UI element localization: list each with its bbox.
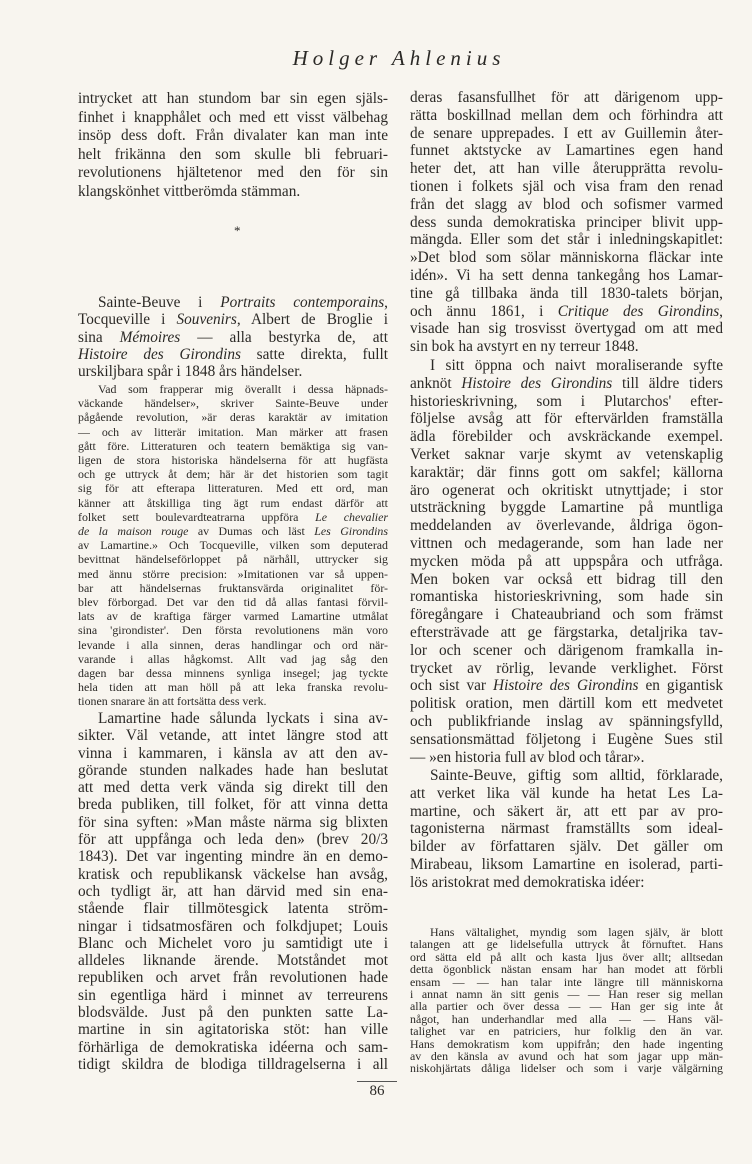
text-run: föregångare i Chateaubriand och som främst <box>410 606 723 624</box>
text-run: Verket saknar varje skymt av vetenskaplig <box>410 445 723 463</box>
text-run: av Lamartine.» Och Tocqueville, vilken som deputerad <box>78 538 388 553</box>
text-run: levande i alla sinnen, deras handlingar och ord när- <box>78 637 388 652</box>
text-run: utsträckning byggde Lamartine på muntliga <box>410 499 723 517</box>
text-run: med ännu större precision: »Imitationen var så uppen- <box>78 566 388 581</box>
text-line <box>410 499 723 517</box>
text-line <box>410 357 723 375</box>
text-line <box>78 900 388 917</box>
paragraph <box>78 90 388 202</box>
text-line <box>78 311 388 328</box>
text-line <box>410 303 723 321</box>
text-run: finhet i knapphålet och med ett visst välbehag <box>78 108 388 126</box>
text-line <box>410 713 723 731</box>
text-line <box>78 652 388 666</box>
text-line <box>410 767 723 785</box>
text-run: , <box>384 294 388 311</box>
text-line <box>410 285 723 303</box>
text-line <box>78 1004 388 1021</box>
text-line <box>78 329 388 346</box>
text-run: gått före. Litteraturen och teatern bemäktiga sig van- <box>78 438 388 453</box>
text-line <box>78 109 388 128</box>
text-line <box>410 553 723 571</box>
text-run: 1843). Det var ingenting mindre än en demo- <box>78 848 388 866</box>
italic-title: Histoire des Girondins <box>461 374 613 392</box>
text-line <box>78 935 388 952</box>
text-line <box>78 694 388 708</box>
text-run: väckande händelser», skriver Sainte-Beuve under <box>78 396 388 411</box>
text-run: blodsvälde. Just på den punkten satte La- <box>78 1004 388 1022</box>
text-run: att verket lika väl kunde ha hetat Les La- <box>410 784 723 802</box>
text-line <box>410 660 723 678</box>
text-line <box>410 874 723 892</box>
text-run: , Albert de Broglie i <box>236 311 388 329</box>
text-line <box>78 638 388 652</box>
text-line <box>410 338 723 356</box>
text-line <box>410 428 723 446</box>
text-line <box>410 642 723 660</box>
section-separator: * <box>234 223 241 238</box>
text-run: helt frikänna den som skulle bli februari- <box>78 145 388 163</box>
text-run: av den känsla av avund och hat som jagar upp män- <box>410 1049 723 1064</box>
text-line <box>410 231 723 249</box>
text-line <box>410 588 723 606</box>
italic-title: Mémoires <box>119 328 181 346</box>
text-run: av Dumas och läst <box>188 524 315 539</box>
text-run: Blanc och Michelet voro ju samtidigt ute i <box>78 934 388 952</box>
text-run: heter det, att han ville återupprätta revolu- <box>410 160 723 178</box>
text-run: bilder av författaren själv. Det gäller om <box>410 838 723 856</box>
text-line <box>78 710 388 727</box>
text-line <box>78 183 388 202</box>
text-run: vinna i kammaren, i känsla av att den av- <box>78 744 388 762</box>
text-run: Vad som frapperar mig överallt i dessa häpnads- <box>98 382 388 396</box>
text-run: äro ogenerat och okritiskt utnyttjade; i stor <box>410 481 723 499</box>
text-line <box>410 446 723 464</box>
text-run: ensam — — han talar inte längre till människorna <box>410 974 723 989</box>
text-line <box>410 677 723 695</box>
text-run: urskiljbara spår i 1848 års händelser. <box>78 363 303 381</box>
text-run: tidigt skildra de blodiga tilldragelserna i all <box>78 1055 388 1073</box>
text-line <box>78 481 388 495</box>
text-line <box>78 1056 388 1073</box>
text-line <box>78 346 388 363</box>
text-line <box>78 363 388 380</box>
text-run: Tocqueville i <box>78 311 177 329</box>
text-run: funnet aktstycke av Lamartines egen hand <box>410 142 723 160</box>
text-run: och sist var <box>410 677 494 695</box>
text-line <box>78 727 388 744</box>
text-line <box>78 146 388 165</box>
text-run: martine, och säkert är, att ett par av pro- <box>410 802 723 820</box>
text-run: i annat namn än sitt genis — — Han reser sig mellan <box>410 987 723 1002</box>
text-line <box>410 375 723 393</box>
text-run: anknöt <box>410 374 462 392</box>
text-run: trycket av rörlig, levande verklighet. Först <box>410 659 723 677</box>
text-line <box>78 581 388 595</box>
text-run: alldeles liknande ärende. Motståndet mot <box>78 952 388 970</box>
text-line <box>78 952 388 969</box>
text-run: och tydligt är, att han därvid med sin ena- <box>78 882 388 900</box>
text-run: något, han underhandlar med alla — — Hans väl- <box>410 1011 723 1026</box>
text-line <box>78 467 388 481</box>
text-run: lor och scener och därigenom framkalla in- <box>410 641 723 659</box>
text-line <box>410 820 723 838</box>
text-line <box>78 164 388 183</box>
text-run: idén». Vi ha sett denna tankegång hos Lamar- <box>410 266 723 284</box>
paragraph <box>78 294 388 380</box>
text-line <box>78 1021 388 1038</box>
text-line <box>410 517 723 535</box>
block-quote <box>410 926 723 1075</box>
text-line <box>78 609 388 623</box>
text-run: revolutionens hjältetenor med den för sin <box>78 164 388 182</box>
paragraph <box>410 767 723 892</box>
text-run: sin bok ha avstyrt en ny terreur 1848. <box>410 338 639 356</box>
text-run: — »en historia full av blod och tårar». <box>410 748 645 766</box>
text-run: folket sett boulevardteatrarna uppföra <box>78 509 316 524</box>
text-line <box>78 866 388 883</box>
text-run: sin egentliga härd i minnet av terreurens <box>78 986 388 1004</box>
text-line <box>410 249 723 267</box>
text-line <box>410 1062 723 1074</box>
paragraph <box>78 710 388 1073</box>
text-line <box>78 396 388 410</box>
text-line <box>78 439 388 453</box>
text-run: de senare upprepades. I ett av Guillemin åter- <box>410 124 723 142</box>
text-run: mängda. Eller som det står i inledningskapitlet: <box>410 231 723 249</box>
text-line <box>410 731 723 749</box>
block-quote <box>78 382 388 709</box>
text-run: ningar i tidsatmosfären och folkdjupet; Louis <box>78 917 388 935</box>
text-run: detta ögonblick nästan ensam har han modet att förbli <box>410 962 723 977</box>
text-run: till äldre tiders <box>612 374 723 392</box>
text-run: sina 'girondister'. Den första revolutionens män voro <box>78 623 388 638</box>
text-line <box>410 125 723 143</box>
text-run: satte direkta, fullt <box>240 345 388 363</box>
text-run: tionen snarare än att fortsätta dess verk. <box>78 694 267 709</box>
text-run: lats av de kraftiga färger varmed Lamartine utmålat <box>78 609 388 624</box>
text-run: talangen att ge lidelsefulla uttryck åt förnuftet. Hans <box>410 937 723 952</box>
text-line <box>410 482 723 500</box>
text-run: rätta boskillnad mellan dem och förhindra att <box>410 106 723 124</box>
text-run: alla partier och över dessa — — Han ger sig inte åt <box>410 999 723 1014</box>
text-run: dess sunda demokratiska principer blivit upp- <box>410 213 723 231</box>
text-line <box>78 883 388 900</box>
text-line <box>410 624 723 642</box>
text-run: deras fasansfullhet för att därigenom upp- <box>410 89 723 106</box>
text-run: tagonisterna närmast framställts som ideal- <box>410 820 723 838</box>
text-run: följelse avsåg att för eftervärlden framställa <box>410 410 723 428</box>
text-run: insöp dess doft. Från divalater kan man inte <box>78 127 388 145</box>
text-line <box>410 695 723 713</box>
italic-title: Critique des Girondins <box>557 302 720 320</box>
text-line <box>410 89 723 107</box>
text-line <box>410 535 723 553</box>
text-run: republiken och arvet från revolutionen hade <box>78 969 388 987</box>
text-run: karaktär; där finns gott om sakfel; källorna <box>410 463 723 481</box>
text-line <box>78 127 388 146</box>
text-run: och publikfriande inslag av spänningsfylld, <box>410 712 723 730</box>
text-run: — alla bestyrka de, att <box>180 328 388 346</box>
text-line <box>410 142 723 160</box>
text-run: politisk oration, men därtill kom ett medvetet <box>410 695 723 713</box>
text-line <box>78 918 388 935</box>
text-run: ord sätta eld på allt och kasta ljus över allt; alltsedan <box>410 949 723 964</box>
text-line <box>410 606 723 624</box>
text-run: Lamartine hade sålunda lyckats i sina av- <box>98 710 388 727</box>
text-run: — och av litterär imitation. Man märker att frasen <box>78 424 388 439</box>
text-line <box>78 1039 388 1056</box>
text-run: sensationsmättad följetong i Eugène Sues stil <box>410 730 723 748</box>
text-run: dagen bar dessa minnens synliga insegel; jag tyckte <box>78 666 388 681</box>
text-line <box>410 178 723 196</box>
text-run: martine in sin agitatoriska stöt: han ville <box>78 1021 388 1039</box>
text-line <box>78 425 388 439</box>
text-line <box>78 410 388 424</box>
text-line <box>78 496 388 510</box>
text-run: görande stunden nalkades hade han beslutat <box>78 761 388 779</box>
text-run: romantiska historieskrivning, som hade sin <box>410 588 723 606</box>
text-run: historieskrivning, som i Plutarchos' efter- <box>410 392 723 410</box>
text-line <box>78 595 388 609</box>
text-line <box>78 987 388 1004</box>
text-run: stående flair tillmötesgick latenta ström- <box>78 900 388 918</box>
text-run: sikter. Väl vetande, att intet längre stod att <box>78 727 388 745</box>
text-run: visade han sig trosvisst övertygad om att med <box>410 320 723 338</box>
italic-title: de la maison rouge <box>78 524 189 539</box>
text-run: Sainte-Beuve, giftig som alltid, förklarade, <box>430 767 723 784</box>
text-line <box>410 410 723 428</box>
text-line <box>78 567 388 581</box>
italic-title: Le chevalier <box>315 509 388 524</box>
text-run: meddelanden av överlevande, åldriga ögon- <box>410 517 723 535</box>
text-line <box>78 524 388 538</box>
paragraph <box>410 357 723 766</box>
page-number: 86 <box>369 1083 385 1099</box>
text-line <box>410 160 723 178</box>
text-line <box>78 848 388 865</box>
text-line <box>78 453 388 467</box>
text-run: sina <box>78 328 120 346</box>
italic-title: Portraits contemporains <box>220 294 385 311</box>
text-line <box>78 969 388 986</box>
text-line <box>410 320 723 338</box>
text-run: tionen i folkets själ och visa fram den renad <box>410 177 723 195</box>
text-run: , <box>719 302 723 320</box>
text-run: från det slagg av blod och sofismer varmed <box>410 195 723 213</box>
text-line <box>410 196 723 214</box>
text-run: ädla förebilder och avskräckande exempel. <box>410 428 723 446</box>
text-run: en gigantisk <box>638 677 724 695</box>
text-line <box>410 571 723 589</box>
italic-title: Histoire des Girondins <box>78 345 241 363</box>
text-run: för sina syften: »Man måste närma sig blixten <box>78 813 388 831</box>
text-run: pågående revolution, »är deras karaktär av imitation <box>78 410 388 425</box>
running-header: Holger Ahlenius <box>292 46 506 70</box>
text-line <box>78 680 388 694</box>
text-run: och ge uttryck åt dem; här är det historien som tagit <box>78 467 388 482</box>
text-run: vittnen och medagerande, som han lade ner <box>410 534 723 552</box>
text-run: kratisk och republikansk väckelse han avsåg, <box>78 865 388 883</box>
text-line <box>78 538 388 552</box>
text-line <box>410 267 723 285</box>
text-run: att med detta verk vända sig direkt till den <box>78 779 388 797</box>
text-run: Hans vältalighet, myndig som lagen själv, är blott <box>430 925 723 939</box>
text-line <box>410 803 723 821</box>
text-run: I sitt öppna och naivt moraliserande syfte <box>430 357 723 374</box>
text-run: talighet var en patriciers, hur folklig den än var. <box>410 1024 723 1039</box>
text-run: Hans demokratism kom uppifrån; den hade ingenting <box>410 1036 723 1051</box>
text-line <box>410 464 723 482</box>
text-run: sig för att efterapa litteraturen. Med ett ord, man <box>78 481 388 496</box>
text-line <box>78 762 388 779</box>
text-line <box>410 393 723 411</box>
text-line <box>410 838 723 856</box>
text-line <box>78 510 388 524</box>
text-line <box>410 214 723 232</box>
italic-title: Histoire des Girondins <box>493 677 639 695</box>
text-run: klangskönhet vittberömda stämman. <box>78 182 301 200</box>
text-line <box>78 796 388 813</box>
text-run: för att uppfånga och leda den» (brev 20/3 <box>78 831 388 849</box>
text-run: varande i allas hågkomst. Allt vad jag såg den <box>78 651 388 666</box>
paragraph <box>410 89 723 356</box>
text-run: mycken möda på att uppspåra och utfråga. <box>410 552 723 570</box>
text-line <box>78 745 388 762</box>
text-line <box>410 856 723 874</box>
text-line <box>78 666 388 680</box>
text-line <box>410 785 723 803</box>
text-line <box>78 779 388 796</box>
text-run: och ännu 1861, i <box>410 302 558 320</box>
text-run: tine gå tillbaka ända till 1830-talets början, <box>410 284 723 302</box>
text-run: eftersträvade att ge färgstarka, detaljrika tav- <box>410 623 723 641</box>
footer-rule <box>357 1081 397 1082</box>
text-line <box>78 831 388 848</box>
text-line <box>78 623 388 637</box>
text-line <box>410 107 723 125</box>
text-run: Men boken var också ett bidrag till den <box>410 570 723 588</box>
text-run: bar att händelsernas fruktansvärda originalitet för- <box>78 580 388 595</box>
text-run: lös aristokrat med demokratiska idéer: <box>410 873 645 891</box>
text-run: förhärliga de demokratiska idéerna och sam- <box>78 1038 388 1056</box>
text-line <box>78 90 388 109</box>
text-run: känner att åtskilliga ting ägt rum endast därför att <box>78 495 388 510</box>
text-line <box>78 294 388 311</box>
text-run: blev förborgad. Det var den tid då allas fantasi förvil- <box>78 595 388 610</box>
text-run: hela tiden att man höll på att leka franska revolu- <box>78 680 388 695</box>
text-run: bevittnat händelseförloppet på närhåll, uttrycker sig <box>78 552 388 567</box>
italic-title: Souvenirs <box>176 311 237 329</box>
italic-title: Les Girondins <box>314 524 388 539</box>
text-line <box>78 382 388 396</box>
text-line <box>78 552 388 566</box>
text-run: breda publiken, till folket, för att vinna detta <box>78 796 388 814</box>
text-run: intrycket att han stundom bar sin egen själs- <box>78 90 388 107</box>
text-run: niskohjärtats dåliga lidelser och som i varje välgärning <box>410 1061 723 1076</box>
text-run: Sainte-Beuve i <box>98 294 221 311</box>
text-line <box>78 814 388 831</box>
text-run: »Det blod som sölar människorna fläckar inte <box>410 249 723 267</box>
text-run: ligen de stora historiska händelserna för att hugfästa <box>78 453 388 468</box>
text-run: Mirabeau, liksom Lamartine en isolerad, parti- <box>410 855 723 873</box>
text-line <box>410 749 723 767</box>
